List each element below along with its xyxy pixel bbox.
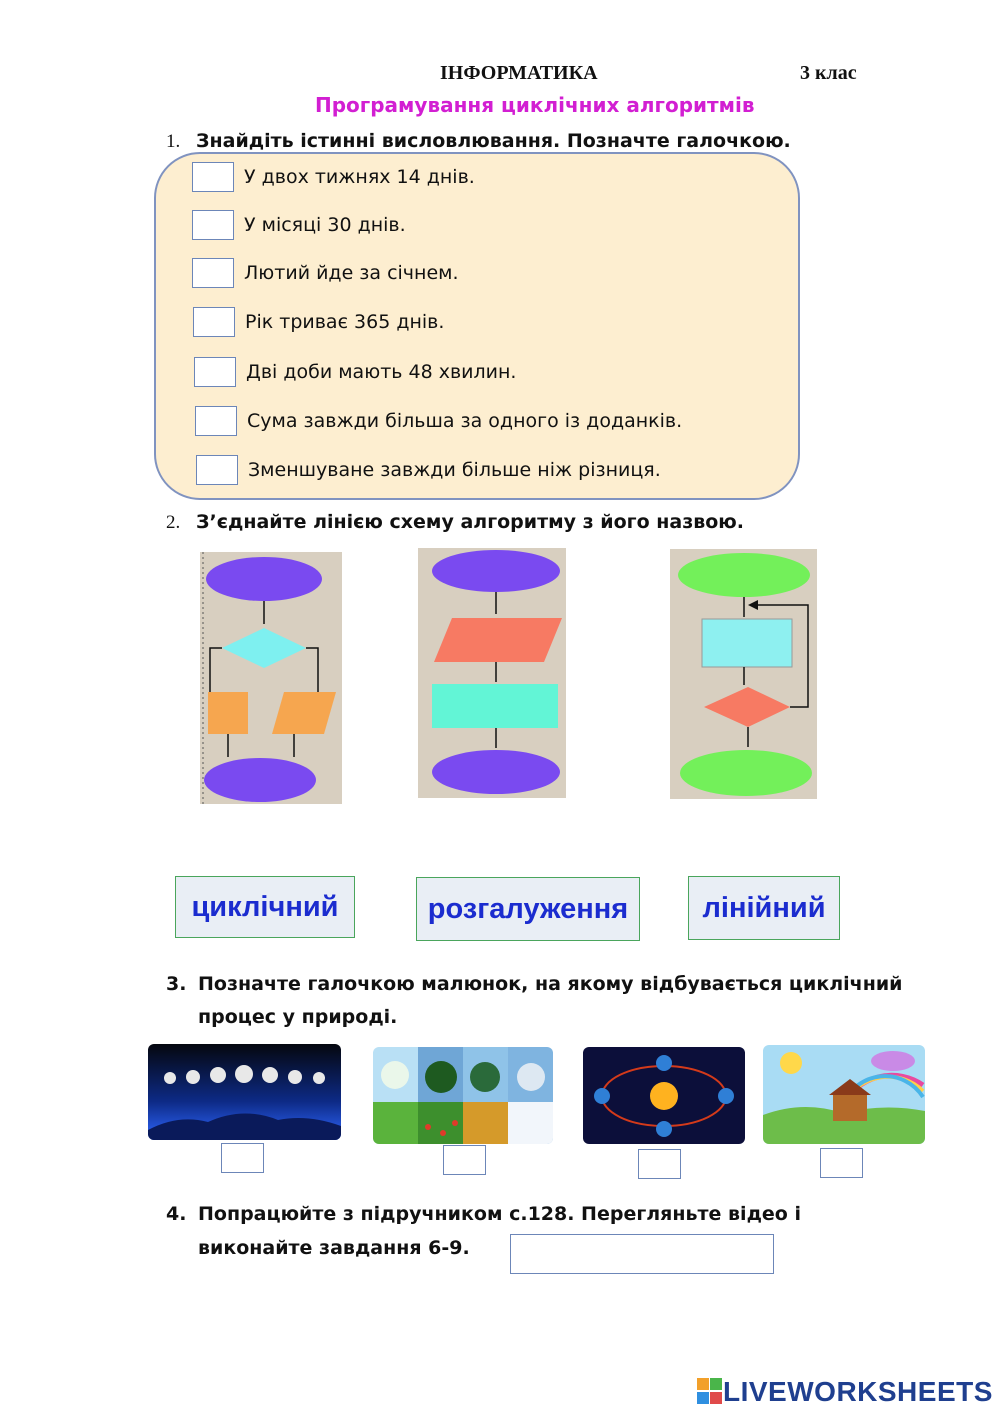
moon-phases-image [148,1044,341,1140]
answer-linear[interactable]: лінійний [688,876,840,940]
statement-row [192,258,459,288]
statement-text: Дві доби мають 48 хвилин. [246,361,517,383]
statement-checkbox[interactable] [193,307,235,337]
question-4-text-line1: Попрацюйте з підручником с.128. Перегляньте відео і [198,1203,801,1225]
logo-text: LIVEWORKSHEETS [723,1376,993,1407]
question-3-number: 3. [166,973,187,995]
picture-checkbox[interactable] [443,1145,486,1175]
water-cycle-image [763,1045,925,1144]
question-1-text: Знайдіть істинні висловлювання. Позначте галочкою. [196,130,791,152]
statement-text: Сума завжди більша за одного із доданків. [247,410,683,432]
statement-text: Лютий йде за січнем. [244,262,459,284]
question-2-number: 2. [166,512,181,533]
worksheet-title: Програмування циклічних алгоритмів [315,93,755,117]
statement-checkbox[interactable] [192,258,234,288]
branching-flowchart[interactable] [200,552,342,804]
answer-cyclic[interactable]: циклічний [175,876,355,938]
statement-row [193,307,444,337]
question-3-text-line1: Позначте галочкою малюнок, на якому відбувається циклічний [198,973,903,995]
liveworksheets-logo-icon [697,1378,723,1406]
answer-input-field[interactable] [510,1234,774,1274]
answer-branching[interactable]: розгалуження [416,877,640,941]
statement-checkbox[interactable] [195,406,237,436]
question-4-text-line2: виконайте завдання 6-9. [198,1237,470,1259]
subject-heading: ІНФОРМАТИКА [440,62,598,84]
statement-row [192,162,475,192]
statement-checkbox[interactable] [196,455,238,485]
statement-checkbox[interactable] [192,210,234,240]
loop-flowchart[interactable] [670,549,817,799]
grade-label: 3 клас [800,62,857,84]
four-seasons-image [373,1047,553,1144]
statement-text: Зменшуване завжди більше ніж різниця. [248,459,661,481]
question-2-text: З’єднайте лінією схему алгоритму з його назвою. [196,511,744,533]
statement-row [194,357,516,387]
statement-text: Рік триває 365 днів. [245,311,445,333]
earth-orbit-image [583,1047,745,1144]
linear-flowchart[interactable] [418,548,566,798]
picture-checkbox[interactable] [638,1149,681,1179]
question-3-text-line2: процес у природі. [198,1006,398,1028]
picture-checkbox[interactable] [221,1143,264,1173]
statement-checkbox[interactable] [194,357,236,387]
liveworksheets-logo [697,1376,993,1408]
question-4-number: 4. [166,1203,187,1225]
statement-text: У місяці 30 днів. [244,214,406,236]
question-1-number: 1. [166,131,181,152]
statement-text: У двох тижнях 14 днів. [244,166,475,188]
statement-row [195,406,682,436]
picture-checkbox[interactable] [820,1148,863,1178]
statement-row [192,210,406,240]
statement-row [196,455,661,485]
statement-checkbox[interactable] [192,162,234,192]
